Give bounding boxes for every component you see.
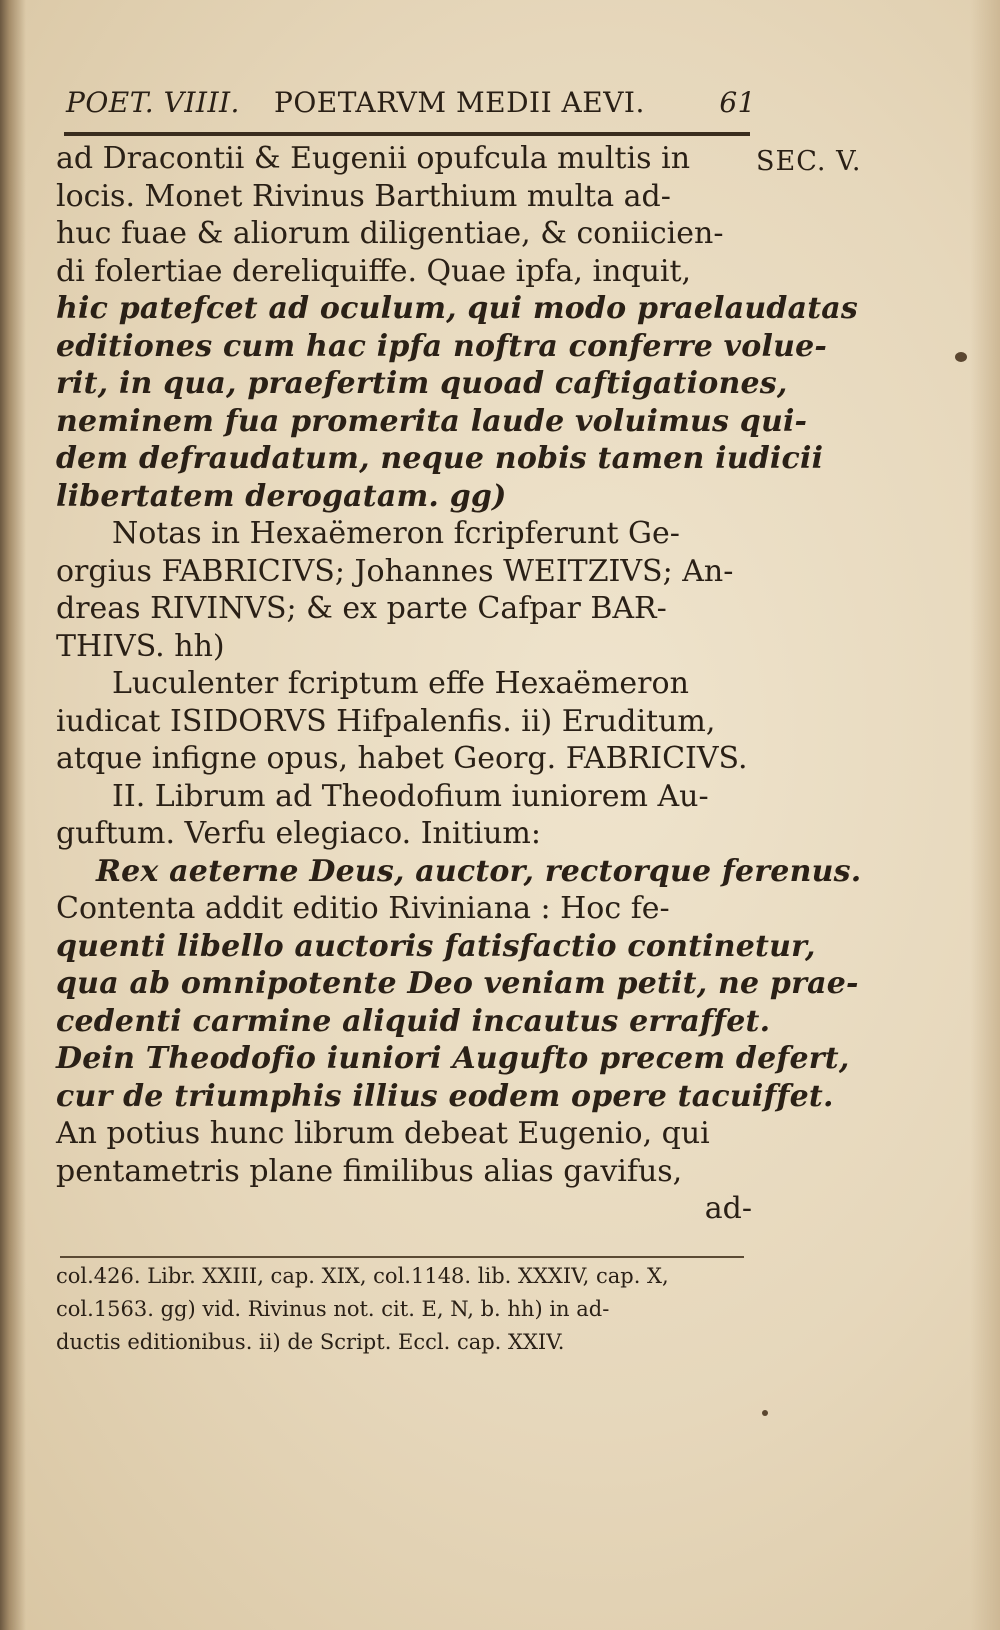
page-number: 61 bbox=[719, 86, 756, 119]
text-line: pentametris plane fimilibus alias gavifus, bbox=[56, 1153, 683, 1189]
text-line: huc fuae & aliorum diligentiae, & coniicien- bbox=[56, 216, 724, 251]
text-line: locis. Monet Rivinus Barthium multa ad- bbox=[56, 178, 671, 214]
text-line: rit, in qua, praefertim quoad caftigationes, bbox=[56, 366, 788, 401]
text-line: di folertiae dereliquiffe. Quae ipfa, inquit, bbox=[56, 253, 692, 289]
footnote-rule bbox=[60, 1256, 744, 1258]
text-line: iudicat ISIDORVS Hifpalenfis. ii) Eruditum, bbox=[56, 703, 716, 739]
text-line: hic patefcet ad oculum, qui modo praelaudatas bbox=[56, 291, 858, 326]
header-rule bbox=[64, 132, 750, 136]
footnote-line: col.426. Libr. XXIII, cap. XIX, col.1148. lib. XXXIV, cap. X, bbox=[56, 1264, 669, 1288]
text-line: quenti libello auctoris fatisfactio continetur, bbox=[56, 928, 816, 964]
text-line: libertatem derogatam. gg) bbox=[56, 478, 507, 514]
text-line: THIVS. hh) bbox=[56, 628, 225, 664]
margin-note: SEC. V. bbox=[756, 146, 862, 177]
text-line: atque infigne opus, habet Georg. FABRICIVS. bbox=[56, 741, 748, 776]
text-line: Rex aeterne Deus, auctor, rectorque ferenus. bbox=[96, 853, 862, 889]
text-line: neminem fua promerita laude voluimus qui- bbox=[56, 403, 808, 439]
text-line: ad Dracontii & Eugenii opufcula multis in bbox=[56, 141, 691, 176]
text-line: Notas in Hexaëmeron fcripferunt Ge- bbox=[112, 516, 680, 551]
text-line: dreas RIVINVS; & ex parte Cafpar BAR- bbox=[56, 591, 667, 626]
text-line: An potius hunc librum debeat Eugenio, qui bbox=[56, 1116, 710, 1151]
text-line: ad- bbox=[704, 1191, 752, 1226]
text-line: dem defraudatum, neque nobis tamen iudicii bbox=[56, 441, 824, 476]
running-head bbox=[66, 86, 756, 130]
footnotes bbox=[56, 1260, 756, 1359]
text-line: guftum. Verfu elegiaco. Initium: bbox=[56, 816, 541, 851]
text-line: Dein Theodofio iuniori Augufto precem defert, bbox=[56, 1041, 850, 1076]
ink-spot bbox=[955, 352, 967, 362]
text-line: qua ab omnipotente Deo veniam petit, ne prae- bbox=[56, 966, 859, 1001]
text-line: II. Librum ad Theodofium iuniorem Au- bbox=[112, 778, 709, 814]
text-line: orgius FABRICIVS; Johannes WEITZIVS; An- bbox=[56, 553, 734, 589]
text-line: Luculenter fcriptum effe Hexaëmeron bbox=[112, 666, 689, 701]
text-line: Contenta addit editio Riviniana : Hoc fe- bbox=[56, 891, 670, 926]
footnote-line: col.1563. gg) vid. Rivinus not. cit. E, N, b. hh) in ad- bbox=[56, 1297, 610, 1321]
ink-spot bbox=[762, 1410, 768, 1416]
text-line: cur de triumphis illius eodem opere tacuiffet. bbox=[56, 1078, 834, 1114]
section-marker: POET. VIIII. bbox=[66, 86, 240, 119]
text-line: cedenti carmine aliquid incautus erraffet. bbox=[56, 1003, 771, 1039]
running-title: POETARVM MEDII AEVI. bbox=[274, 86, 645, 119]
footnote-line: ductis editionibus. ii) de Script. Eccl. cap. XXIV. bbox=[56, 1330, 565, 1354]
text-line: editiones cum hac ipfa noftra conferre volue- bbox=[56, 328, 828, 364]
